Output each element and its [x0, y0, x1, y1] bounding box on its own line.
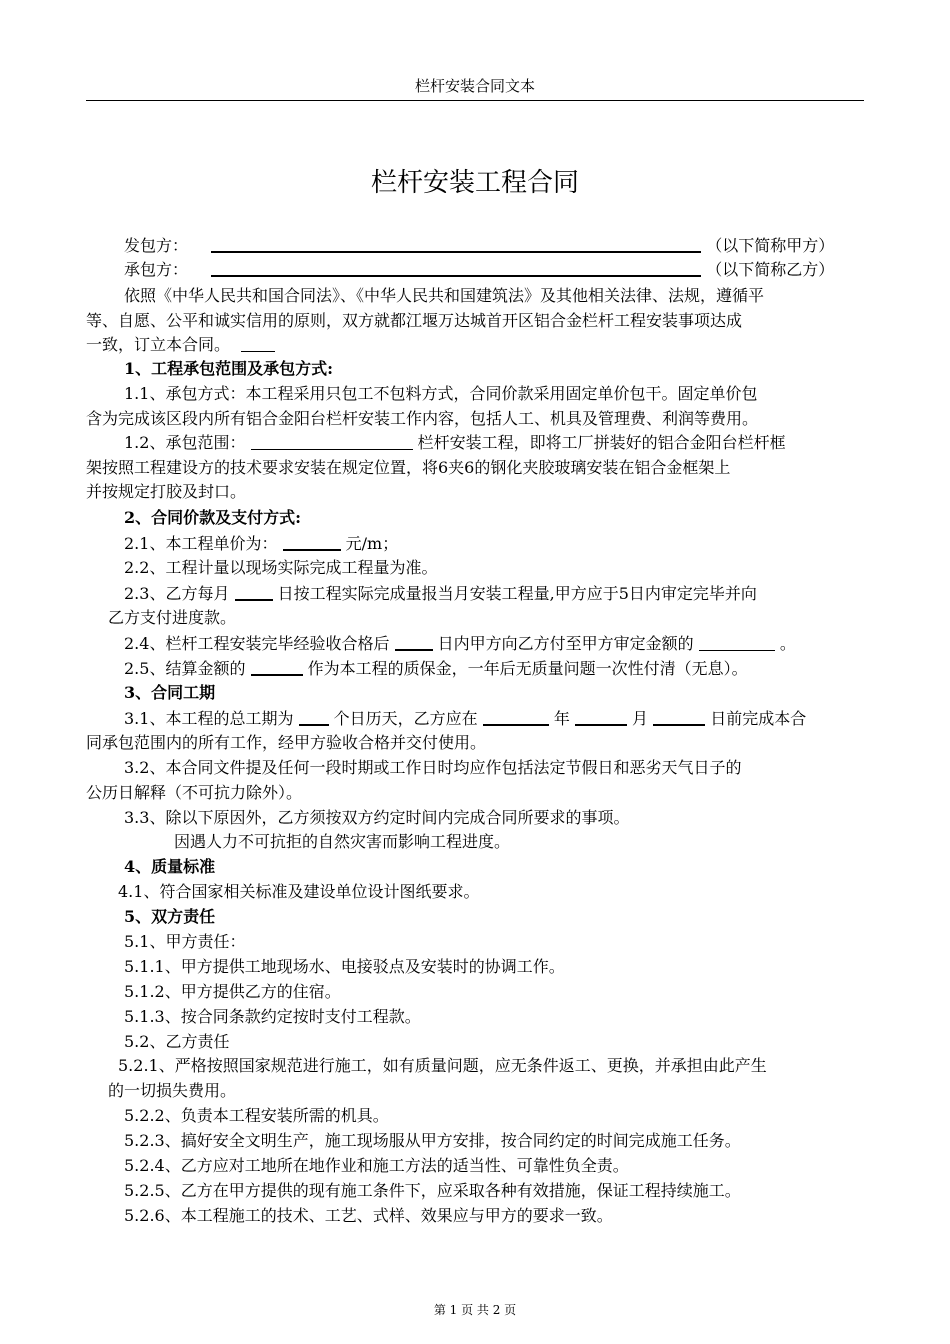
intro-line-text: 一致，订立本合同。: [86, 335, 231, 354]
clause-3-1: [124, 707, 806, 730]
clause-2-5-b: 作为本工程的质保金，一年后无质量问题一次性付清（无息）。: [307, 659, 748, 678]
clause-3-3: 3.3、除以下原因外，乙方须按双方约定时间内完成合同所要求的事项。: [124, 808, 630, 827]
clause-2-3-b: 日按工程实际完成量报当月安装工程量,甲方应于5日内审定完毕并向: [277, 584, 757, 603]
year-blank[interactable]: [483, 707, 549, 726]
clause-3-2: 3.2、本合同文件提及任何一段时期或工作日时均应作包括法定节假日和恶劣天气日子的: [124, 758, 742, 777]
clause-1-2-cont: 架按照工程建设方的技术要求安装在规定位置，将6夹6的钢化夹胶玻璃安装在铝合金框架上: [86, 458, 731, 477]
payment-percent-blank[interactable]: [699, 633, 775, 651]
intro-line: [86, 334, 275, 356]
clause-5-1-item: 5.1.1、甲方提供工地现场水、电接驳点及安装时的协调工作。: [124, 957, 565, 976]
clause-2-4-b: 日内甲方向乙方付至甲方审定金额的: [437, 634, 694, 653]
clause-1-2-cont: 并按规定打胶及封口。: [86, 482, 247, 501]
section-2-heading: 2、合同价款及支付方式:: [124, 508, 302, 527]
clause-5-2-1-cont: 的一切损失费用。: [108, 1081, 237, 1100]
clause-5-2-item: 5.2.4、乙方应对工地所在地作业和施工方法的适当性、可靠性负全责。: [124, 1156, 629, 1175]
section-3-heading: 3、合同工期: [124, 683, 216, 702]
clause-3-1-year: 年: [553, 709, 570, 728]
clause-5-2: 5.2、乙方责任: [124, 1032, 230, 1051]
clause-3-1-e: 日前完成本合: [710, 709, 807, 728]
clause-2-3-a: 2.3、乙方每月: [124, 584, 230, 603]
total-days-blank[interactable]: [299, 707, 329, 726]
page-header: 栏杆安装合同文本: [414, 77, 535, 95]
payment-days-blank[interactable]: [395, 632, 433, 651]
clause-3-1-cont: 同承包范围内的所有工作，经甲方验收合格并交付使用。: [86, 733, 487, 752]
clause-1-2: [124, 432, 786, 454]
party-a-note: （以下简称甲方）: [706, 236, 835, 255]
clause-5-1-item: 5.1.3、按合同条款约定按时支付工程款。: [124, 1007, 421, 1026]
clause-2-4-c: 。: [779, 634, 796, 653]
party-a-label: 发包方：: [124, 236, 189, 255]
intro-blank[interactable]: [241, 334, 275, 352]
clause-3-3-item: 因遇人力不可抗拒的自然灾害而影响工程进度。: [174, 832, 511, 851]
party-b-line: [124, 258, 834, 281]
clause-2-3: [124, 582, 757, 605]
intro-line: 依照《中华人民共和国合同法》、《中华人民共和国建筑法》及其他相关法律、法规，遵循平: [124, 286, 765, 305]
clause-2-4: [124, 632, 796, 655]
clause-1-1-cont: 含为完成该区段内所有铝合金阳台栏杆安装工作内容，包括人工、机具及管理费、利润等费用。: [86, 409, 759, 428]
clause-5-2-item: 5.2.5、乙方在甲方提供的现有施工条件下，应采取各种有效措施，保证工程持续施工。: [124, 1181, 741, 1200]
clause-2-4-a: 2.4、栏杆工程安装完毕经验收合格后: [124, 634, 390, 653]
party-a-blank[interactable]: [211, 234, 701, 253]
clause-2-1-label: 2.1、本工程单价为：: [124, 534, 278, 553]
clause-2-5: [124, 657, 748, 680]
retention-blank[interactable]: [251, 657, 303, 676]
header-rule: [86, 100, 864, 101]
clause-3-1-a: 3.1、本工程的总工期为: [124, 709, 294, 728]
party-b-note: （以下简称乙方）: [706, 260, 835, 279]
party-a-line: [124, 234, 834, 257]
clause-2-1: [124, 532, 398, 555]
document-title: 栏杆安装工程合同: [370, 168, 579, 198]
day-blank[interactable]: [653, 707, 705, 726]
clause-2-1-unit: 元/m；: [345, 534, 399, 553]
clause-2-2: 2.2、工程计量以现场实际完成工程量为准。: [124, 558, 438, 577]
clause-1-1: 1.1、承包方式：本工程采用只包工不包料方式，合同价款采用固定单价包干。固定单价包: [124, 384, 758, 403]
intro-line: 等、自愿、公平和诚实信用的原则，双方就都江堰万达城首开区铝合金栏杆工程安装事项达成: [86, 311, 743, 330]
clause-2-3-cont: 乙方支付进度款。: [108, 608, 237, 627]
section-4-heading: 4、质量标准: [124, 857, 216, 876]
scope-blank[interactable]: [251, 432, 413, 450]
report-day-blank[interactable]: [235, 582, 273, 601]
clause-5-2-item: 5.2.6、本工程施工的技术、工艺、式样、效果应与甲方的要求一致。: [124, 1206, 613, 1225]
party-b-blank[interactable]: [211, 258, 701, 277]
clause-1-2-text: 栏杆安装工程，即将工厂拼装好的铝合金阳台栏杆框: [417, 433, 786, 452]
clause-5-2-1: 5.2.1、严格按照国家规范进行施工，如有质量问题，应无条件返工、更换，并承担由此产生: [118, 1056, 767, 1075]
clause-1-2-label: 1.2、承包范围：: [124, 433, 246, 452]
party-b-label: 承包方：: [124, 260, 189, 279]
section-1-heading: 1、工程承包范围及承包方式:: [124, 359, 334, 378]
clause-4-1: 4.1、符合国家相关标准及建设单位设计图纸要求。: [118, 882, 480, 901]
clause-3-1-month: 月: [632, 709, 649, 728]
unit-price-blank[interactable]: [283, 532, 341, 551]
section-5-heading: 5、双方责任: [124, 907, 216, 926]
clause-3-1-b: 个日历天，乙方应在: [333, 709, 478, 728]
month-blank[interactable]: [575, 707, 627, 726]
clause-2-5-a: 2.5、结算金额的: [124, 659, 246, 678]
clause-5-2-item: 5.2.2、负责本工程安装所需的机具。: [124, 1106, 389, 1125]
clause-5-2-item: 5.2.3、搞好安全文明生产，施工现场服从甲方安排，按合同约定的时间完成施工任务。: [124, 1131, 741, 1150]
clause-3-2-cont: 公历日解释（不可抗力除外）。: [86, 783, 303, 802]
clause-5-1-item: 5.1.2、甲方提供乙方的住宿。: [124, 982, 341, 1001]
clause-5-1: 5.1、甲方责任：: [124, 932, 246, 951]
page-footer: 第 1 页 共 2 页: [433, 1303, 517, 1317]
